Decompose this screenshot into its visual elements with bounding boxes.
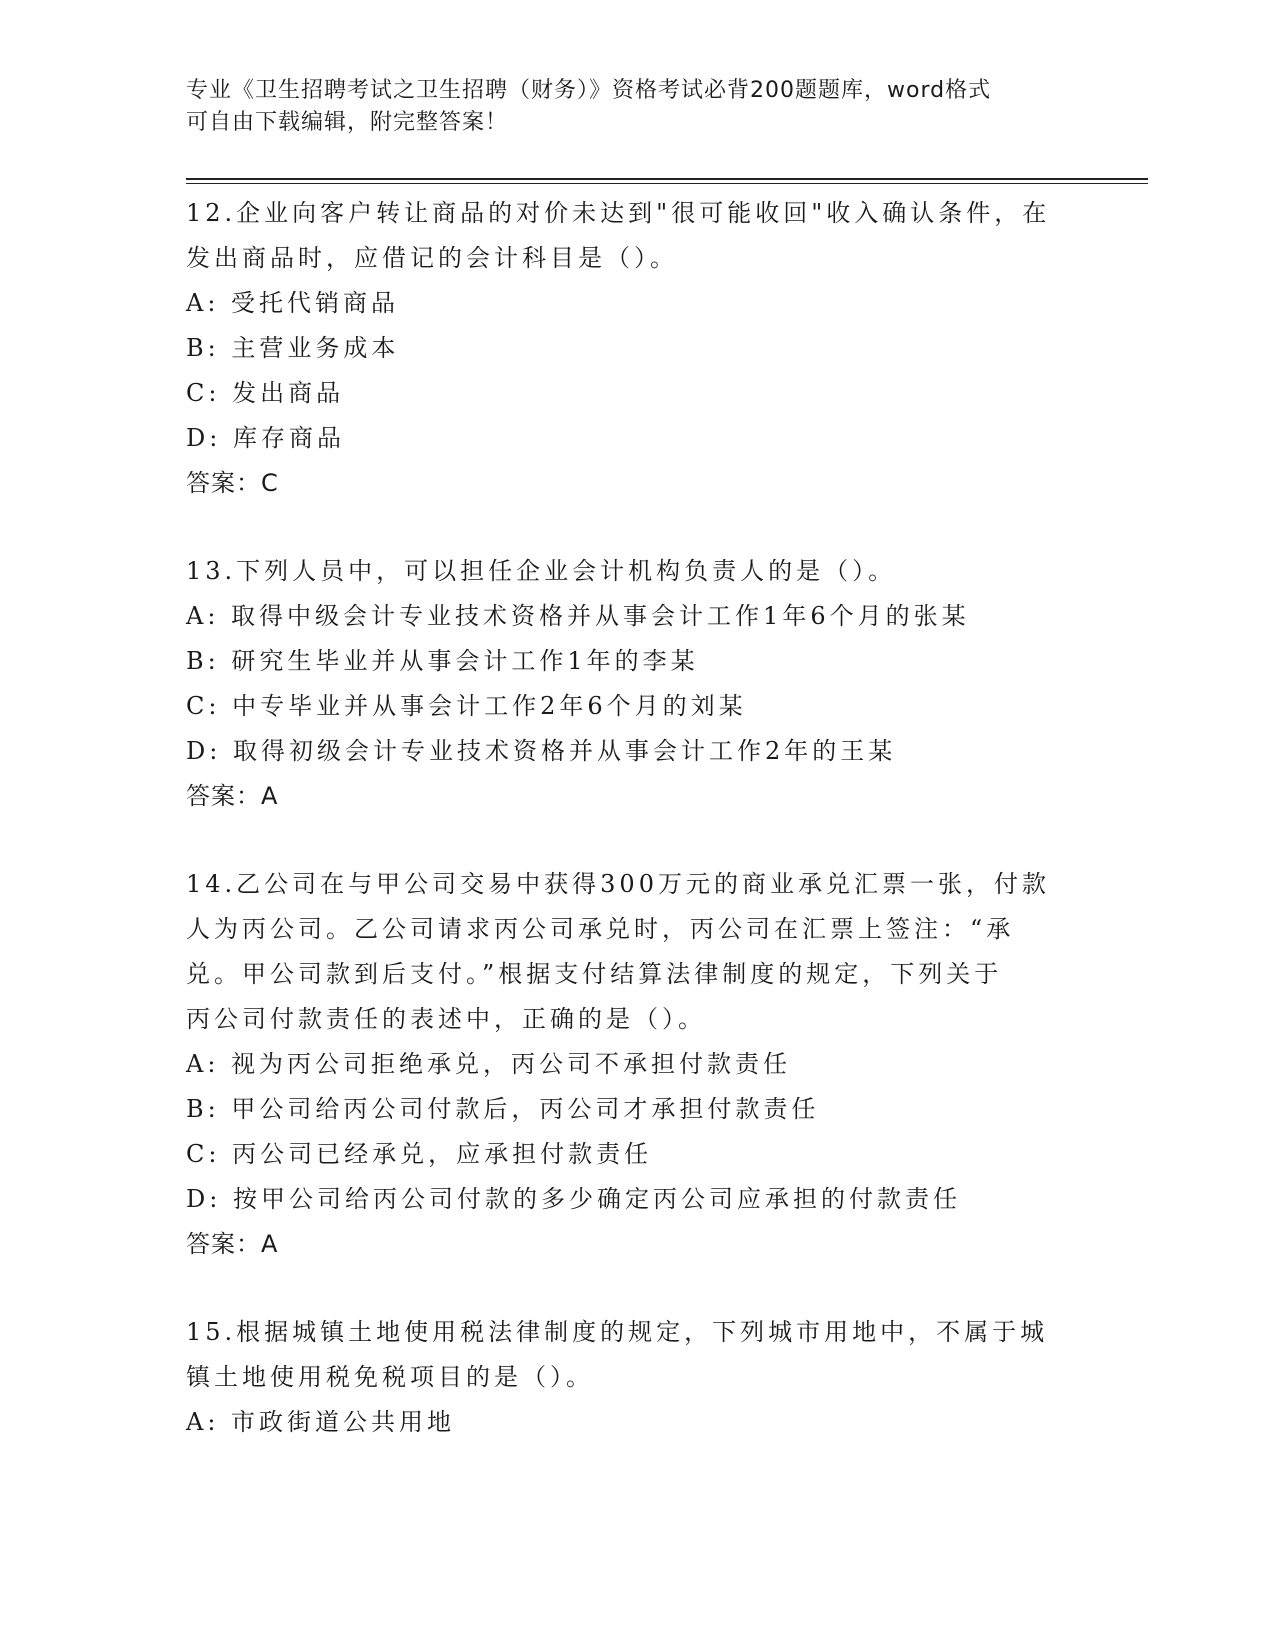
question-stem	[186, 862, 1086, 1042]
question-14	[186, 862, 1086, 1267]
question-15	[186, 1310, 1086, 1445]
option-a: A: 市政街道公共用地	[186, 1408, 456, 1436]
answer-label: 答案：C	[186, 469, 279, 497]
option-d: D: 按甲公司给丙公司付款的多少确定丙公司应承担的付款责任	[186, 1185, 961, 1213]
question-13	[186, 549, 1086, 819]
question-stem	[186, 549, 1086, 594]
answer-label: 答案：A	[186, 782, 279, 810]
answer-label: 答案：A	[186, 1230, 279, 1258]
option-a: A: 视为丙公司拒绝承兑，丙公司不承担付款责任	[186, 1050, 792, 1078]
header-divider-thick	[186, 178, 1148, 180]
question-12	[186, 191, 1086, 506]
question-stem	[186, 191, 1086, 281]
stem-line: 镇土地使用税免税项目的是（）。	[186, 1363, 594, 1391]
stem-line: 发出商品时，应借记的会计科目是（）。	[186, 244, 678, 272]
stem-line: 人为丙公司。乙公司请求丙公司承兑时，丙公司在汇票上签注：“承	[186, 915, 1015, 943]
option-a: A: 受托代销商品	[186, 289, 400, 317]
header-line: 可自由下载编辑，附完整答案！	[186, 110, 509, 135]
option-b: B: 主营业务成本	[186, 334, 400, 362]
option-b: B: 甲公司给丙公司付款后，丙公司才承担付款责任	[186, 1095, 820, 1123]
stem-line: 13.下列人员中，可以担任企业会计机构负责人的是（）。	[186, 557, 897, 585]
question-list	[186, 191, 1086, 1488]
header-divider-thin	[186, 183, 1148, 184]
option-c: C: 丙公司已经承兑，应承担付款责任	[186, 1140, 653, 1168]
option-d: D: 取得初级会计专业技术资格并从事会计工作2年的王某	[186, 737, 897, 765]
option-b: B: 研究生毕业并从事会计工作1年的李某	[186, 647, 699, 675]
document-header	[186, 75, 1066, 139]
header-line: 专业《卫生招聘考试之卫生招聘（财务）》资格考试必背200题题库，word格式	[186, 78, 992, 103]
stem-line: 14.乙公司在与甲公司交易中获得300万元的商业承兑汇票一张，付款	[186, 870, 1050, 898]
option-d: D: 库存商品	[186, 424, 345, 452]
option-c: C: 中专毕业并从事会计工作2年6个月的刘某	[186, 692, 747, 720]
stem-line: 兑。甲公司款到后支付。”根据支付结算法律制度的规定，下列关于	[186, 960, 1003, 988]
question-stem	[186, 1310, 1086, 1400]
stem-line: 12.企业向客户转让商品的对价未达到"很可能收回"收入确认条件，在	[186, 199, 1051, 227]
stem-line: 丙公司付款责任的表述中，正确的是（）。	[186, 1005, 706, 1033]
option-c: C: 发出商品	[186, 379, 345, 407]
stem-line: 15.根据城镇土地使用税法律制度的规定，下列城市用地中，不属于城	[186, 1318, 1049, 1346]
option-a: A: 取得中级会计专业技术资格并从事会计工作1年6个月的张某	[186, 602, 970, 630]
